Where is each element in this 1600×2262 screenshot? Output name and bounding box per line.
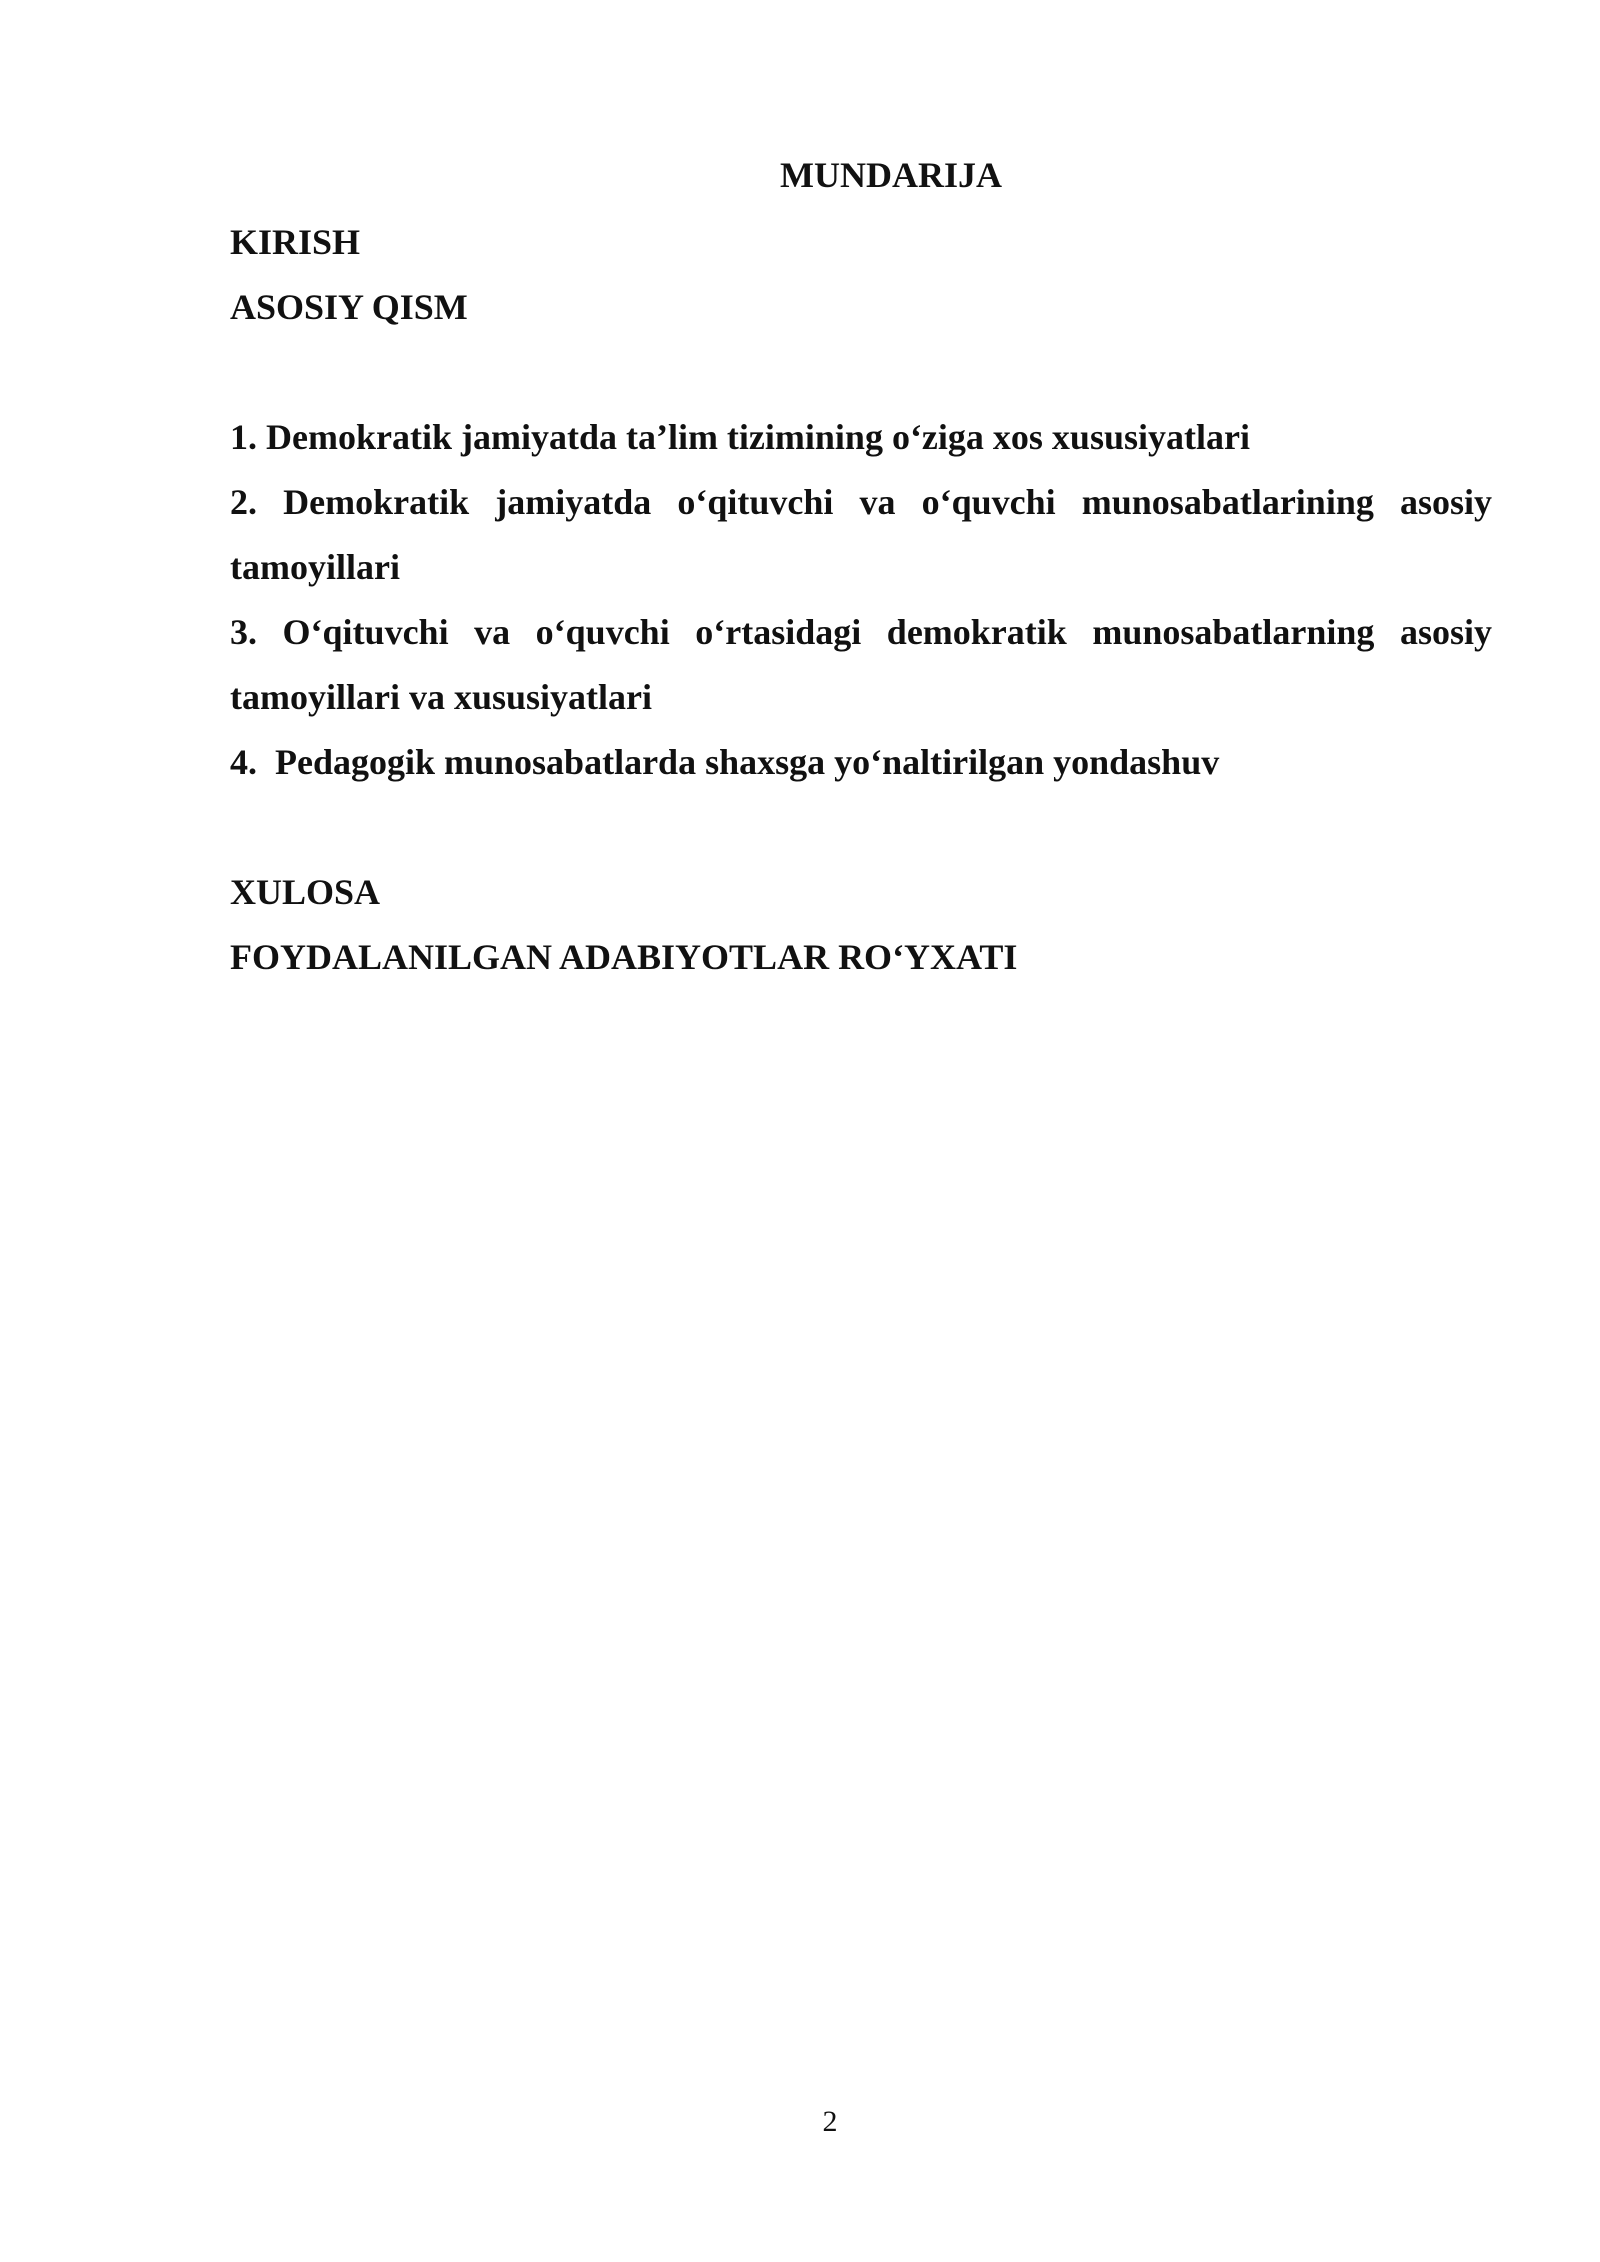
page-number: 2 (822, 2105, 838, 2138)
spacer (230, 795, 1492, 860)
toc-entry-section-2: 2. Demokratik jamiyatda o‘qituvchi va o‘quvchi munosabatlarining asosiy tamoyillari (230, 482, 1492, 587)
toc-entry-introduction: KIRISH (230, 222, 361, 262)
spacer (230, 340, 1492, 405)
toc-entry-section-1: 1. Demokratik jamiyatda ta’lim tizimining o‘ziga xos xususiyatlari (230, 417, 1250, 457)
toc-entry-references: FOYDALANILGAN ADABIYOTLAR RO‘YXATI (230, 937, 1018, 977)
toc-entry-section-4: 4. Pedagogik munosabatlarda shaxsga yo‘naltirilgan yondashuv (230, 742, 1220, 782)
toc-entry-main-part: ASOSIY QISM (230, 287, 468, 327)
toc-entry-conclusion: XULOSA (230, 872, 381, 912)
table-of-contents (230, 148, 1492, 990)
toc-title: MUNDARIJA (780, 155, 1002, 195)
toc-entry-section-3: 3. O‘qituvchi va o‘quvchi o‘rtasidagi demokratik munosabatlarning asosiy tamoyillari va xususiyatlari (230, 612, 1492, 717)
